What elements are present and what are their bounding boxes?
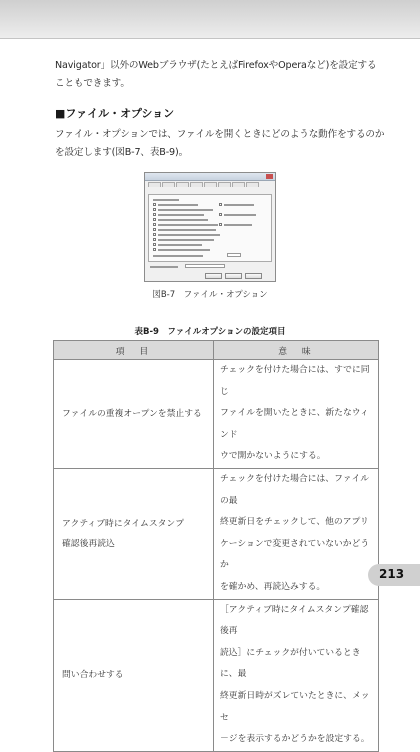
dialog-option <box>153 198 179 201</box>
settings-table <box>53 340 379 752</box>
dialog-option <box>150 265 178 268</box>
dialog-tab <box>232 182 245 187</box>
dialog-tab <box>148 182 161 187</box>
column-header-meaning: 意 味 <box>214 341 379 360</box>
dialog-tab <box>246 182 259 187</box>
description-line: ［アクティブ時にタイムスタンプ確認後再 <box>220 604 369 637</box>
description-line: チェックを付けた場合には、ファイルの最 <box>220 473 370 506</box>
intro-paragraph: Navigator」以外のWebブラウザ(たとえばFirefoxやOperaなど)を設定することもできます。 <box>55 60 377 89</box>
description-cell <box>214 360 379 469</box>
dialog-titlebar <box>145 173 275 181</box>
dialog-option <box>153 213 204 216</box>
description-line: －ジを表示するかどうかを設定する。 <box>220 734 370 745</box>
item-text: 確認後再読込 <box>62 538 115 549</box>
table-header-row <box>54 341 379 360</box>
dialog-option <box>153 218 208 221</box>
table-title: 表B-9 ファイルオプションの設定項目 <box>134 327 286 337</box>
dialog-option <box>219 203 254 206</box>
column-header-item: 項 目 <box>54 341 214 360</box>
dialog-panel <box>148 194 272 262</box>
dialog-tab <box>176 182 189 187</box>
dialog-cancel-button <box>225 273 242 279</box>
description-line: ケーションで変更されていないかどうか <box>220 538 370 571</box>
file-options-dialog-screenshot <box>144 172 276 282</box>
dialog-option <box>153 238 214 241</box>
dialog-tab <box>218 182 231 187</box>
item-cell <box>54 599 214 751</box>
dialog-number-field <box>227 253 241 257</box>
dialog-tabs <box>148 182 272 194</box>
description-line: ウで開かないようにする。 <box>220 451 326 462</box>
dialog-tab <box>190 182 203 187</box>
dialog-option <box>153 248 210 251</box>
dialog-option <box>219 213 256 216</box>
dialog-option <box>153 203 198 206</box>
dialog-option <box>153 228 216 231</box>
table-row <box>54 360 379 469</box>
header-band <box>0 0 420 39</box>
description-line: 終更新日時がズレていたときに、メッセ <box>220 690 370 723</box>
description-line: 読込］にチェックが付いているときに、最 <box>220 647 361 680</box>
dialog-option <box>219 223 252 226</box>
dialog-option <box>153 223 218 226</box>
dialog-option <box>153 233 220 236</box>
dialog-ok-button <box>205 273 222 279</box>
table-row <box>54 468 379 599</box>
dialog-option <box>153 254 203 257</box>
close-icon <box>266 174 273 179</box>
figure-caption: 図B-7 ファイル・オプション <box>152 290 268 300</box>
description-line: 終更新日をチェックして、他のアプリ <box>220 517 369 528</box>
dialog-select <box>185 264 225 268</box>
description-line: チェックを付けた場合には、すでに同じ <box>220 365 370 397</box>
item-text: アクティブ時にタイムスタンプ <box>62 518 185 529</box>
dialog-help-button <box>245 273 262 279</box>
dialog-tab <box>162 182 175 187</box>
dialog-option <box>153 208 213 211</box>
table-row <box>54 599 379 751</box>
item-cell <box>54 360 214 469</box>
dialog-option <box>153 243 202 246</box>
description-line: ファイルを開いたときに、新たなウィンド <box>220 408 369 440</box>
page-number: 213 <box>379 567 405 581</box>
description-cell <box>214 468 379 599</box>
section-paragraph: ファイル・オプションでは、ファイルを開くときにどのような動作をするのかを設定します(図B-7、表B-9)。 <box>55 129 385 158</box>
item-text: ファイルの重複オープンを禁止する <box>62 408 202 419</box>
item-text: 問い合わせする <box>62 670 124 681</box>
description-cell <box>214 599 379 751</box>
dialog-tab <box>204 182 217 187</box>
item-cell <box>54 468 214 599</box>
description-line: を確かめ、再読込みする。 <box>220 581 326 592</box>
section-heading: ■ファイル・オプション <box>55 107 175 120</box>
